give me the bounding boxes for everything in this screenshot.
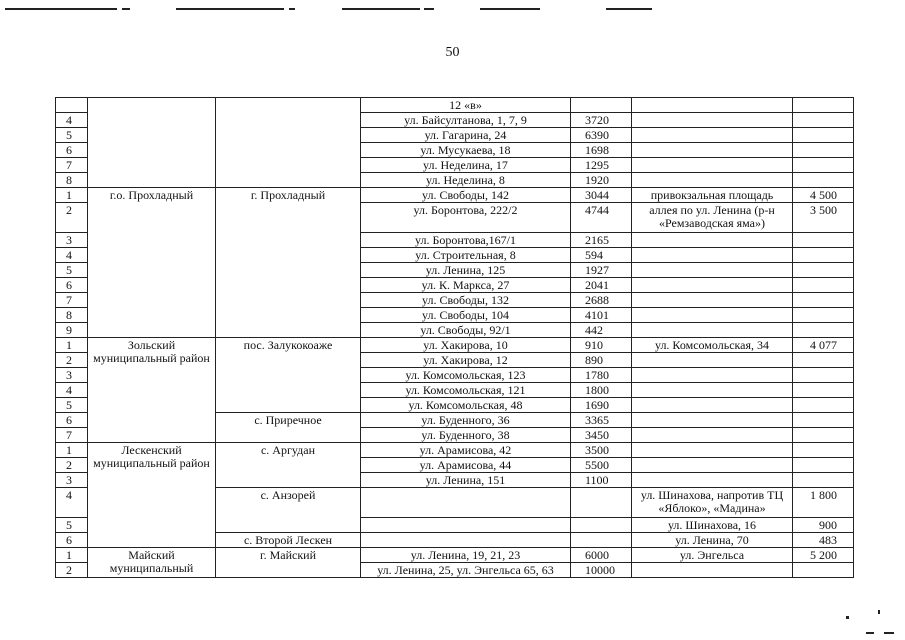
place-cell [632, 143, 793, 158]
place-cell [632, 293, 793, 308]
count-cell: 910 [571, 338, 632, 353]
locality-cell: г. Майский [216, 548, 361, 578]
scan-artifact-line [176, 8, 284, 10]
street-cell: ул. К. Маркса, 27 [361, 278, 571, 293]
place-cell [632, 278, 793, 293]
place-cell [632, 98, 793, 113]
place-cell: привокзальная площадь [632, 188, 793, 203]
row-number-cell: 1 [56, 548, 88, 563]
street-cell: ул. Арамисова, 42 [361, 443, 571, 458]
district-cell: Майский муниципальный [88, 548, 216, 578]
area-cell [793, 368, 854, 383]
area-cell [793, 113, 854, 128]
street-cell: ул. Строительная, 8 [361, 248, 571, 263]
area-cell: 3 500 [793, 203, 854, 233]
locality-cell: с. Анзорей [216, 488, 361, 533]
count-cell: 1100 [571, 473, 632, 488]
locality-cell: с. Аргудан [216, 443, 361, 488]
area-cell [793, 248, 854, 263]
scan-artifact-line [866, 632, 874, 634]
row-number-cell [56, 98, 88, 113]
count-cell: 1920 [571, 173, 632, 188]
area-cell [793, 458, 854, 473]
scan-artifact-line [122, 8, 130, 10]
place-cell [632, 173, 793, 188]
scan-artifact-line [289, 8, 295, 10]
street-cell: ул. Комсомольская, 48 [361, 398, 571, 413]
street-cell: ул. Свободы, 132 [361, 293, 571, 308]
row-number-cell: 4 [56, 488, 88, 518]
count-cell: 3044 [571, 188, 632, 203]
row-number-cell: 5 [56, 128, 88, 143]
count-cell: 442 [571, 323, 632, 338]
scan-artifact-line [5, 8, 117, 10]
row-number-cell: 2 [56, 458, 88, 473]
street-cell: ул. Комсомольская, 121 [361, 383, 571, 398]
area-cell [793, 323, 854, 338]
row-number-cell: 6 [56, 143, 88, 158]
count-cell: 2165 [571, 233, 632, 248]
street-cell [361, 518, 571, 533]
place-cell [632, 128, 793, 143]
count-cell: 4101 [571, 308, 632, 323]
scan-artifact-line [424, 8, 434, 10]
place-cell [632, 353, 793, 368]
street-cell: ул. Буденного, 38 [361, 428, 571, 443]
area-cell [793, 173, 854, 188]
table-row [56, 548, 854, 563]
row-number-cell: 5 [56, 398, 88, 413]
street-cell: ул. Байсултанова, 1, 7, 9 [361, 113, 571, 128]
place-cell [632, 398, 793, 413]
count-cell: 1780 [571, 368, 632, 383]
locality-cell: с. Второй Лескен [216, 533, 361, 548]
area-cell: 483 [793, 533, 854, 548]
street-cell: ул. Ленина, 19, 21, 23 [361, 548, 571, 563]
area-cell [793, 353, 854, 368]
street-cell: 12 «в» [361, 98, 571, 113]
street-cell: ул. Боронтова,167/1 [361, 233, 571, 248]
area-cell: 5 200 [793, 548, 854, 563]
count-cell: 6000 [571, 548, 632, 563]
row-number-cell: 1 [56, 188, 88, 203]
scan-artifact-line [884, 632, 894, 634]
row-number-cell: 5 [56, 518, 88, 533]
area-cell: 4 077 [793, 338, 854, 353]
count-cell: 5500 [571, 458, 632, 473]
locality-cell: г. Прохладный [216, 188, 361, 338]
count-cell: 3450 [571, 428, 632, 443]
street-cell: ул. Свободы, 104 [361, 308, 571, 323]
locality-cell: с. Приречное [216, 413, 361, 443]
row-number-cell: 8 [56, 173, 88, 188]
place-cell [632, 473, 793, 488]
place-cell [632, 158, 793, 173]
place-cell [632, 233, 793, 248]
place-cell [632, 368, 793, 383]
place-cell [632, 308, 793, 323]
count-cell: 3500 [571, 443, 632, 458]
place-cell: ул. Шинахова, 16 [632, 518, 793, 533]
place-cell [632, 428, 793, 443]
count-cell: 4744 [571, 203, 632, 233]
street-cell: ул. Неделина, 8 [361, 173, 571, 188]
area-cell [793, 128, 854, 143]
table-row [56, 443, 854, 458]
row-number-cell: 7 [56, 293, 88, 308]
row-number-cell: 6 [56, 413, 88, 428]
scan-artifact-line [480, 8, 540, 10]
street-cell: ул. Арамисова, 44 [361, 458, 571, 473]
area-cell [793, 413, 854, 428]
count-cell: 2041 [571, 278, 632, 293]
count-cell: 10000 [571, 563, 632, 578]
count-cell: 1698 [571, 143, 632, 158]
scan-artifact-dot [846, 616, 849, 619]
count-cell: 890 [571, 353, 632, 368]
row-number-cell: 5 [56, 263, 88, 278]
street-cell: ул. Гагарина, 24 [361, 128, 571, 143]
row-number-cell: 4 [56, 383, 88, 398]
street-cell: ул. Свободы, 92/1 [361, 323, 571, 338]
count-cell: 2688 [571, 293, 632, 308]
district-cell: г.о. Прохладный [88, 188, 216, 338]
street-cell: ул. Ленина, 151 [361, 473, 571, 488]
place-cell [632, 563, 793, 578]
area-cell: 4 500 [793, 188, 854, 203]
street-cell: ул. Неделина, 17 [361, 158, 571, 173]
area-cell [793, 143, 854, 158]
area-cell [793, 263, 854, 278]
street-cell: ул. Боронтова, 222/2 [361, 203, 571, 233]
table-row [56, 338, 854, 353]
count-cell: 3720 [571, 113, 632, 128]
street-cell: ул. Ленина, 125 [361, 263, 571, 278]
area-cell [793, 158, 854, 173]
row-number-cell: 7 [56, 428, 88, 443]
row-number-cell: 2 [56, 203, 88, 233]
street-cell: ул. Хакирова, 10 [361, 338, 571, 353]
page-number: 50 [445, 45, 460, 60]
count-cell: 6390 [571, 128, 632, 143]
place-cell: аллея по ул. Ленина (р-н «Ремзаводская яма») [632, 203, 793, 233]
row-number-cell: 6 [56, 278, 88, 293]
count-cell: 1690 [571, 398, 632, 413]
street-cell: ул. Ленина, 25, ул. Энгельса 65, 63 [361, 563, 571, 578]
place-cell [632, 383, 793, 398]
area-cell [793, 428, 854, 443]
count-cell [571, 488, 632, 518]
street-cell: ул. Буденного, 36 [361, 413, 571, 428]
street-cell [361, 533, 571, 548]
district-cell: Зольский муниципальный район [88, 338, 216, 443]
area-cell [793, 293, 854, 308]
row-number-cell: 3 [56, 233, 88, 248]
row-number-cell: 4 [56, 113, 88, 128]
table-row [56, 188, 854, 203]
count-cell [571, 98, 632, 113]
street-cell: ул. Комсомольская, 123 [361, 368, 571, 383]
area-cell: 900 [793, 518, 854, 533]
data-table [55, 97, 854, 578]
street-cell: ул. Хакирова, 12 [361, 353, 571, 368]
row-number-cell: 3 [56, 368, 88, 383]
place-cell: ул. Ленина, 70 [632, 533, 793, 548]
count-cell: 3365 [571, 413, 632, 428]
place-cell: ул. Шинахова, напротив ТЦ «Яблоко», «Мадина» [632, 488, 793, 518]
scan-artifact-dot [878, 610, 880, 614]
street-cell [361, 488, 571, 518]
row-number-cell: 4 [56, 248, 88, 263]
count-cell [571, 518, 632, 533]
place-cell [632, 263, 793, 278]
place-cell [632, 413, 793, 428]
row-number-cell: 2 [56, 563, 88, 578]
area-cell [793, 233, 854, 248]
street-cell: ул. Свободы, 142 [361, 188, 571, 203]
district-cell: Лескенский муниципальный район [88, 443, 216, 548]
area-cell: 1 800 [793, 488, 854, 518]
row-number-cell: 1 [56, 443, 88, 458]
row-number-cell: 9 [56, 323, 88, 338]
place-cell [632, 458, 793, 473]
table-row [56, 98, 854, 113]
scan-artifact-line [342, 8, 420, 10]
row-number-cell: 1 [56, 338, 88, 353]
row-number-cell: 2 [56, 353, 88, 368]
area-cell [793, 98, 854, 113]
area-cell [793, 563, 854, 578]
area-cell [793, 383, 854, 398]
row-number-cell: 6 [56, 533, 88, 548]
count-cell: 1800 [571, 383, 632, 398]
locality-cell: пос. Залукокоаже [216, 338, 361, 413]
area-cell [793, 308, 854, 323]
street-cell: ул. Мусукаева, 18 [361, 143, 571, 158]
area-cell [793, 278, 854, 293]
place-cell: ул. Энгельса [632, 548, 793, 563]
locality-cell [216, 98, 361, 188]
row-number-cell: 3 [56, 473, 88, 488]
table-body [56, 98, 854, 578]
row-number-cell: 7 [56, 158, 88, 173]
scan-artifact-line [606, 8, 652, 10]
place-cell: ул. Комсомольская, 34 [632, 338, 793, 353]
count-cell [571, 533, 632, 548]
row-number-cell: 8 [56, 308, 88, 323]
area-cell [793, 473, 854, 488]
count-cell: 1295 [571, 158, 632, 173]
count-cell: 1927 [571, 263, 632, 278]
place-cell [632, 323, 793, 338]
count-cell: 594 [571, 248, 632, 263]
place-cell [632, 113, 793, 128]
area-cell [793, 443, 854, 458]
place-cell [632, 443, 793, 458]
district-cell [88, 98, 216, 188]
area-cell [793, 398, 854, 413]
place-cell [632, 248, 793, 263]
